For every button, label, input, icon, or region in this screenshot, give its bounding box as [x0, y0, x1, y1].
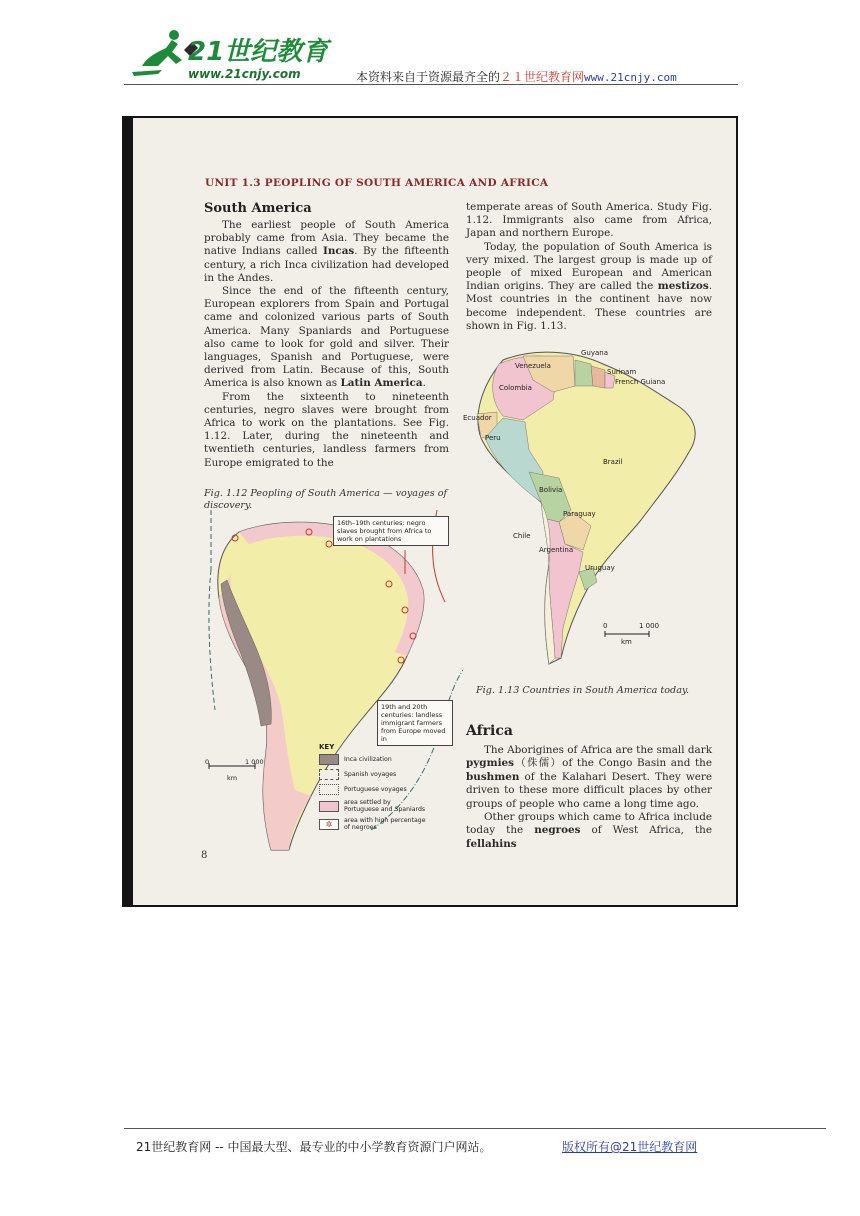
header-prefix: 本资料来自于资源最齐全的: [356, 70, 501, 84]
footer-divider: [124, 1128, 826, 1129]
map-label-french-guiana: French Guiana: [615, 378, 666, 386]
star-icon: ✲: [319, 819, 339, 830]
logo-text: 21世纪教育: [188, 37, 329, 67]
paragraph: The Aborigines of Africa are the small dark pygmies（侏儒）of the Congo Basin and the bushmen of the Kalahari Desert. They were driven to these more difficult places by other groups of people who came a long time ago.: [466, 744, 712, 810]
paragraph: Today, the population of South America is very mixed. The largest group is made up of people of mixed European and American Indian origins. They are called the mestizos. Most countries in the continent have now become independent. These countries are shown in Fig. 1.13.: [466, 240, 712, 332]
south-america-heading: South America: [204, 201, 312, 216]
paragraph: From the sixteenth to nineteenth centuries, negro slaves were brought from Africa to work on the plantations. See Fig. 1.12. Later, during the nineteenth and twentieth centuries, landless farmers from Europe emigrated to the: [204, 390, 449, 469]
paragraph: Other groups which came to Africa include today the negroes of West Africa, the fellahins: [466, 811, 712, 850]
map-label-chile: Chile: [513, 532, 531, 540]
key-title: KEY: [319, 743, 335, 751]
fig-1-13-map: [463, 346, 725, 676]
settled-swatch: [319, 801, 339, 812]
fig12-scale-zero: 0: [205, 758, 210, 766]
column-two-text: [466, 201, 712, 333]
south-america-text: [204, 219, 449, 470]
fig-1-13-caption: Fig. 1.13 Countries in South America today.: [476, 685, 690, 696]
map-label-ecuador: Ecuador: [463, 414, 492, 422]
scale-unit: km: [621, 638, 632, 646]
unit-title: UNIT 1.3 PEOPLING OF SOUTH AMERICA AND AFRICA: [205, 177, 549, 189]
scanned-page: [122, 116, 738, 907]
paragraph: Since the end of the fifteenth century, European explorers from Spain and Portugal came and colonized various parts of South America. Many Spaniards and Portuguese also came to look for gold and silver. Their languages, Spanish and Portuguese, were derived from Latin. Because of this, South America is also known as Latin America.: [204, 285, 449, 390]
key-row: Inca civilization: [319, 754, 427, 765]
logo-url: www.21cnjy.com: [188, 67, 301, 81]
footer-text: 21世纪教育网 -- 中国最大型、最专业的中小学教育资源门户网站。: [136, 1140, 492, 1154]
map-label-uruguay: Uruguay: [585, 564, 615, 572]
map-key: [319, 743, 427, 835]
scale-zero: 0: [603, 622, 608, 630]
map-label-peru: Peru: [485, 434, 501, 442]
map-label-surinam: Surinam: [607, 368, 637, 376]
header-divider: [124, 84, 738, 85]
inca-swatch: [319, 754, 339, 765]
header-site-name: ２１世纪教育网: [500, 70, 585, 84]
key-row: Portuguese voyages: [319, 784, 427, 795]
textbook-page: [133, 118, 736, 905]
africa-text: [466, 744, 712, 851]
key-row: area settled by Portuguese and Spaniards: [319, 799, 427, 813]
slaves-note: 16th–19th centuries: negro slaves brought from Africa to work on plantations: [333, 516, 449, 546]
fig12-scale-unit: km: [227, 774, 238, 782]
paragraph: temperate areas of South America. Study Fig. 1.12. Immigrants also came from Africa, Japan and northern Europe.: [466, 201, 712, 240]
map-label-venezuela: Venezuela: [515, 362, 551, 370]
fig-1-12-caption: Fig. 1.12 Peopling of South America — voyages of discovery.: [204, 488, 448, 511]
map-label-brazil: Brazil: [603, 458, 623, 466]
key-row: Spanish voyages: [319, 769, 427, 780]
map-label-argentina: Argentina: [539, 546, 574, 554]
site-logo[interactable]: [128, 26, 338, 84]
runner-logo-icon: [128, 26, 338, 84]
map-label-paraguay: Paraguay: [563, 510, 596, 518]
copyright-link[interactable]: 版权所有@21世纪教育网: [562, 1140, 698, 1154]
map-label-bolivia: Bolivia: [539, 486, 563, 494]
immigrants-note: 19th and 20th centuries: landless immigrant farmers from Europe moved in: [377, 700, 453, 746]
map-label-guyana: Guyana: [581, 349, 609, 357]
key-row: ✲ area with high percentage of negroes: [319, 817, 427, 831]
header-source-line: [356, 68, 677, 85]
scale-value: 1 000: [639, 622, 660, 630]
header-site-url[interactable]: www.21cnjy.com: [584, 71, 677, 84]
page-number: 8: [201, 850, 208, 861]
africa-heading: Africa: [466, 723, 513, 739]
portuguese-swatch: [319, 784, 339, 795]
map-label-colombia: Colombia: [499, 384, 532, 392]
paragraph: The earliest people of South America probably came from Asia. They became the native Indians called Incas. By the fifteenth century, a rich Inca civilization had developed in the Andes.: [204, 219, 450, 284]
spanish-swatch: [319, 769, 339, 780]
fig12-scale-value: 1 000: [245, 758, 264, 766]
